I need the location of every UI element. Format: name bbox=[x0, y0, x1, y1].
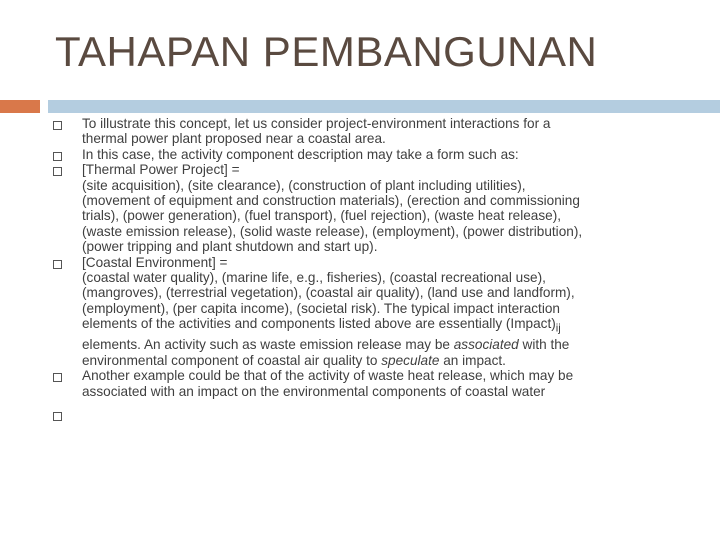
text-line: [Thermal Power Project] = bbox=[82, 162, 240, 178]
text-line: (waste emission release), (solid waste release), (employment), (power distribution), bbox=[82, 223, 583, 239]
bullet-text bbox=[82, 255, 673, 369]
text-line: [Coastal Environment] = bbox=[82, 254, 228, 270]
square-bullet-icon bbox=[53, 373, 62, 382]
text-line: (coastal water quality), (marine life, e.g., fisheries), (coastal recreational use), bbox=[82, 270, 546, 286]
square-bullet-icon bbox=[53, 412, 62, 421]
square-bullet-icon bbox=[53, 260, 62, 269]
bullet-list bbox=[53, 116, 673, 421]
bullet-text bbox=[82, 368, 673, 399]
bullet-item-empty bbox=[53, 407, 673, 421]
text-line: (mangroves), (terrestrial vegetation), (coastal air quality), (land use and landform), bbox=[82, 285, 575, 301]
text-line bbox=[82, 337, 673, 352]
bullet-item bbox=[53, 162, 673, 254]
bullet-text bbox=[82, 147, 673, 162]
bullet-item bbox=[53, 368, 673, 399]
text-segment: an impact. bbox=[439, 352, 506, 368]
text-line bbox=[82, 316, 673, 337]
square-bullet-icon bbox=[53, 167, 62, 176]
square-bullet-icon bbox=[53, 121, 62, 130]
text-line: (power tripping and plant shutdown and start up). bbox=[82, 239, 378, 255]
square-bullet-icon bbox=[53, 152, 62, 161]
bullet-item bbox=[53, 255, 673, 369]
text-line: (site acquisition), (site clearance), (construction of plant including utilities), bbox=[82, 177, 526, 193]
bullet-item bbox=[53, 116, 673, 147]
text-segment: elements of the activities and components listed above are essentially (Impact) bbox=[82, 316, 556, 332]
bullet-item bbox=[53, 147, 673, 162]
text-line: (movement of equipment and construction materials), (erection and commissioning bbox=[82, 193, 580, 209]
text-line: trials), (power generation), (fuel transport), (fuel rejection), (waste heat release), bbox=[82, 208, 562, 224]
bullet-text bbox=[82, 116, 673, 147]
accent-bar bbox=[0, 100, 40, 113]
text-segment: environmental component of coastal air quality to bbox=[82, 352, 382, 368]
italic-term: associated bbox=[453, 337, 519, 353]
text-line: (employment), (per capita income), (societal risk). The typical impact interaction bbox=[82, 300, 560, 316]
subscript: ij bbox=[555, 323, 561, 335]
text-line: To illustrate this concept, let us consider project-environment interactions for a bbox=[82, 116, 551, 131]
text-line: thermal power plant proposed near a coastal area. bbox=[82, 131, 386, 147]
text-line: associated with an impact on the environmental components of coastal water bbox=[82, 383, 546, 399]
text-segment: with the bbox=[518, 337, 570, 353]
text-line: In this case, the activity component description may take a form such as: bbox=[82, 146, 519, 162]
text-line: Another example could be that of the activity of waste heat release, which may be bbox=[82, 368, 574, 384]
italic-term: speculate bbox=[381, 352, 440, 368]
text-line bbox=[82, 353, 673, 368]
slide-title: TAHAPAN PEMBANGUNAN bbox=[55, 28, 598, 75]
bullet-text bbox=[82, 162, 673, 254]
title-rule bbox=[48, 100, 720, 113]
text-segment: elements. An activity such as waste emission release may be bbox=[82, 337, 454, 353]
